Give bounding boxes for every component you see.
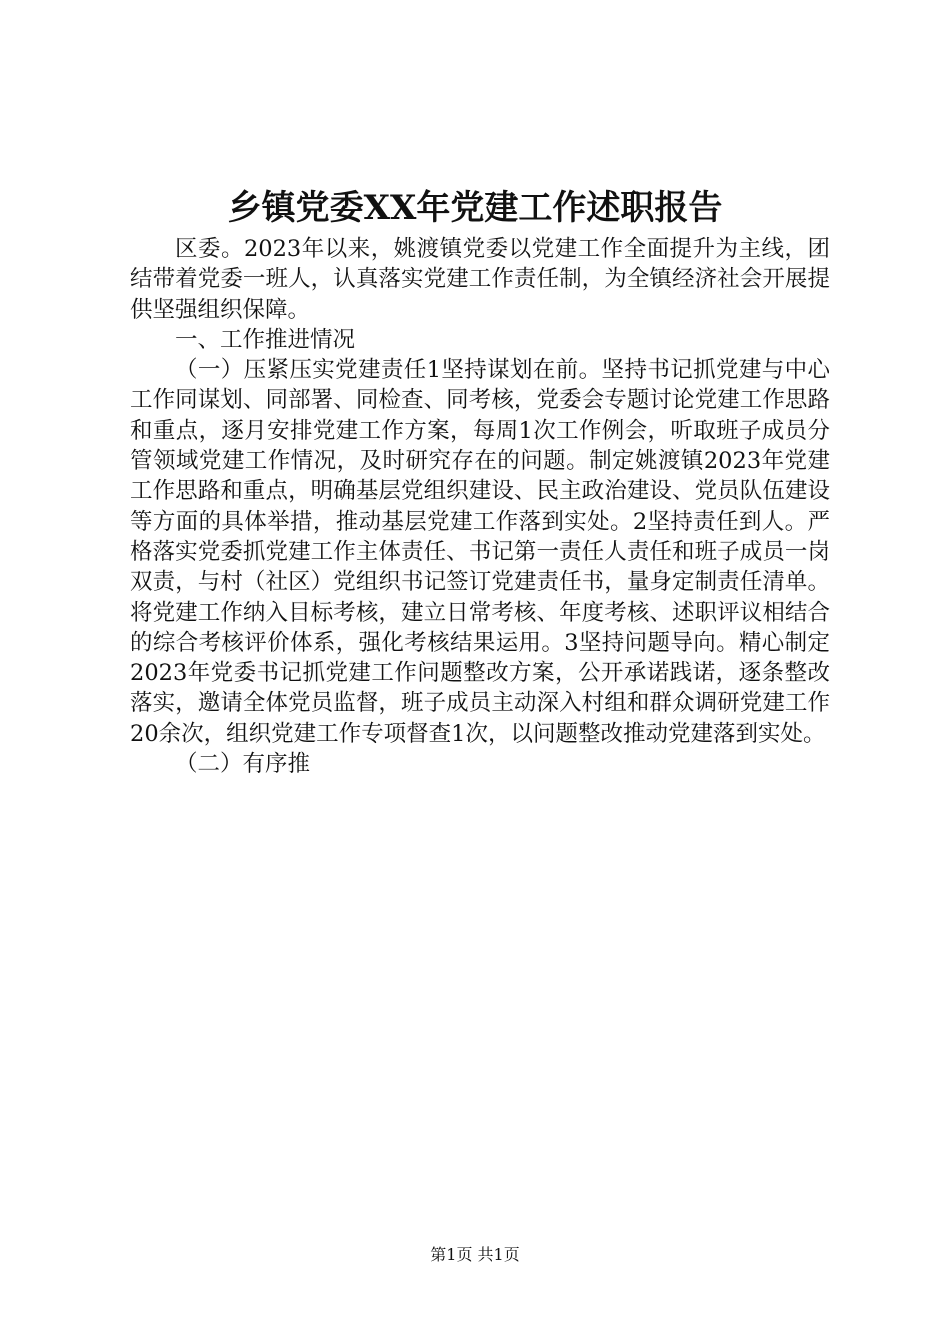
section-heading-1: 一、工作推进情况 [175,326,356,353]
paragraph-subsection-2: （二）有序推 [175,751,311,778]
document-title: 乡镇党委XX年党建工作述职报告 [227,188,723,228]
page-footer: 第1页 共1页 [430,1245,520,1264]
document-body [130,234,830,779]
paragraph-subsection-1: （一）压紧压实党建责任1坚持谋划在前。坚持书记抓党建与中心工作同谋划、同部署、同检查、同考核，党委会专题讨论党建工作思路和重点，逐月安排党建工作方案，每周1次工作例会，听取班子成员分管领域党建工作情况，及时研究存在的问题。制定姚渡镇2023年党建工作思路和重点，明确基层党组织建设、民主政治建设、党员队伍建设等方面的具体举措，推动基层党建工作落到实处。2坚持责任到人。严格落实党委抓党建工作主体责任、书记第一责任人责任和班子成员一岗双责，与村（社区）党组织书记签订党建责任书，量身定制责任清单。将党建工作纳入目标考核，建立日常考核、年度考核、述职评议相结合的综合考核评价体系，强化考核结果运用。3坚持问题导向。精心制定2023年党委书记抓党建工作问题整改方案，公开承诺践诺，逐条整改落实，邀请全体党员监督，班子成员主动深入村组和群众调研党建工作20余次，组织党建工作专项督查1次，以问题整改推动党建落到实处。 [130,357,830,747]
paragraph-intro: 区委。2023年以来，姚渡镇党委以党建工作全面提升为主线，团结带着党委一班人，认真落实党建工作责任制，为全镇经济社会开展提供坚强组织保障。 [130,236,830,323]
